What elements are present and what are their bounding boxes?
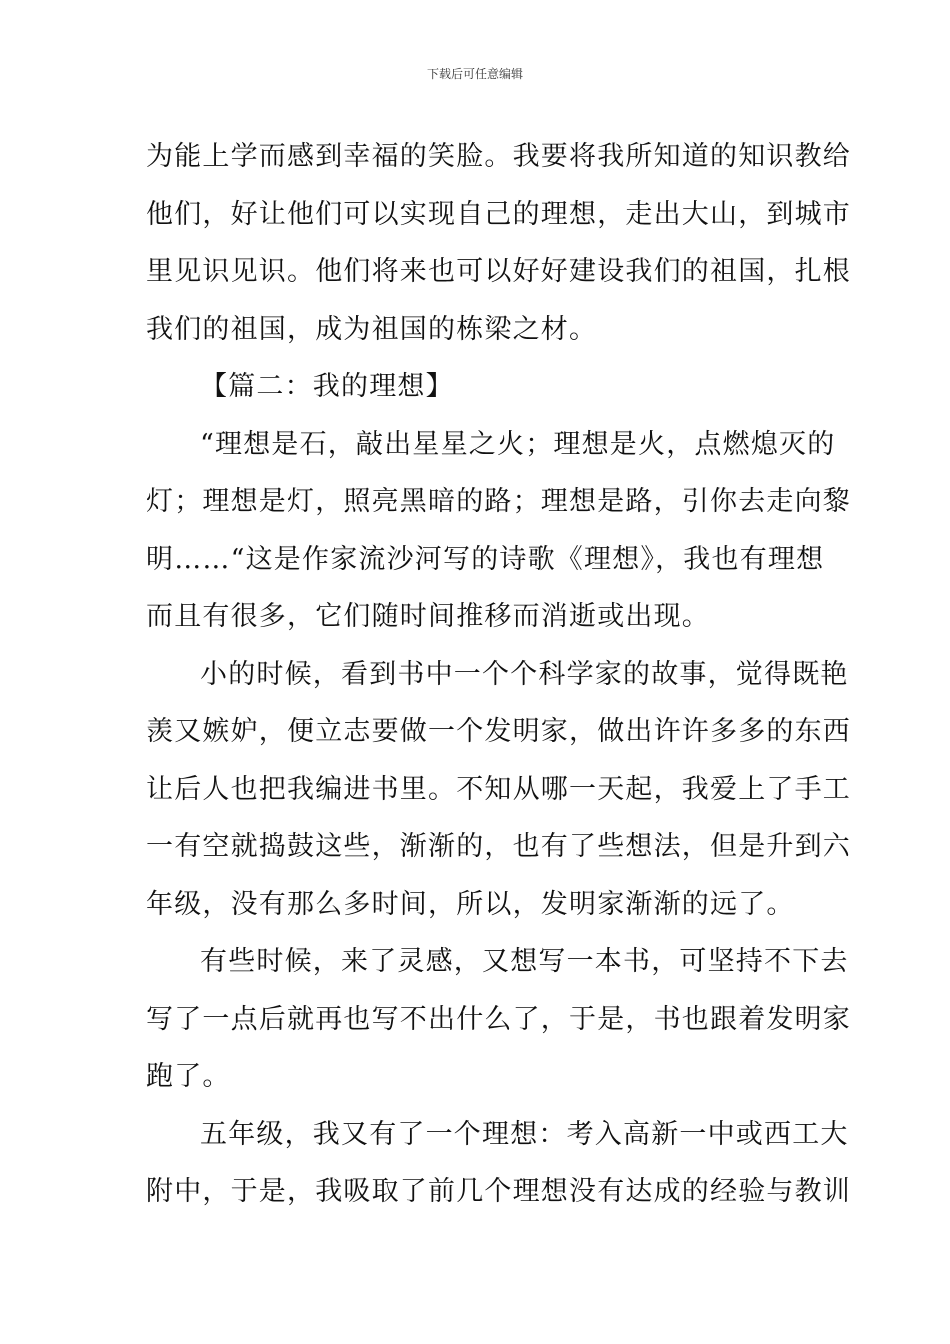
paragraph-line: 灯；理想是灯，照亮黑暗的路；理想是路，引你去走向黎: [146, 486, 851, 517]
paragraph-line: 让后人也把我编进书里。不知从哪一天起，我爱上了手工: [146, 773, 851, 805]
paragraph-line: 一有空就捣鼓这些，渐渐的，也有了些想法，但是升到六: [146, 831, 851, 862]
paragraph-line: 我们的祖国，成为祖国的栋梁之材。: [146, 313, 598, 345]
paragraph-line: 跑了。: [146, 1061, 231, 1092]
paragraph-line: 写了一点后就再也写不出什么了，于是，书也跟着发明家: [146, 1003, 851, 1035]
paragraph-line: 他们，好让他们可以实现自己的理想，走出大山，到城市: [146, 198, 851, 230]
document-body: [146, 128, 851, 1221]
paragraph-line: 羡又嫉妒，便立志要做一个发明家，做出许许多多的东西: [146, 716, 851, 747]
paragraph-line: 附中，于是，我吸取了前几个理想没有达成的经验与教训: [146, 1176, 851, 1207]
paragraph-line: 年级，没有那么多时间，所以，发明家渐渐的远了。: [146, 888, 795, 920]
paragraph-line: 里见识见识。他们将来也可以好好建设我们的祖国，扎根: [146, 256, 851, 287]
paragraph-line: 明……“这是作家流沙河写的诗歌《理想》，我也有理想: [146, 543, 825, 575]
section-heading: 【篇二：我的理想】: [200, 371, 454, 402]
paragraph-line: “理想是石，敲出星星之火；理想是火，点燃熄灭的: [200, 428, 836, 460]
paragraph-line: 有些时候，来了灵感，又想写一本书，可坚持不下去: [200, 946, 849, 977]
paragraph-line: 为能上学而感到幸福的笑脸。我要将我所知道的知识教给: [146, 141, 851, 172]
page-header: 下载后可任意编辑: [426, 67, 523, 81]
paragraph-line: 五年级，我又有了一个理想：考入高新一中或西工大: [200, 1118, 849, 1150]
paragraph-line: 而且有很多，它们随时间推移而消逝或出现。: [146, 601, 710, 632]
paragraph-line: 小的时候，看到书中一个个科学家的故事，觉得既艳: [200, 658, 849, 690]
